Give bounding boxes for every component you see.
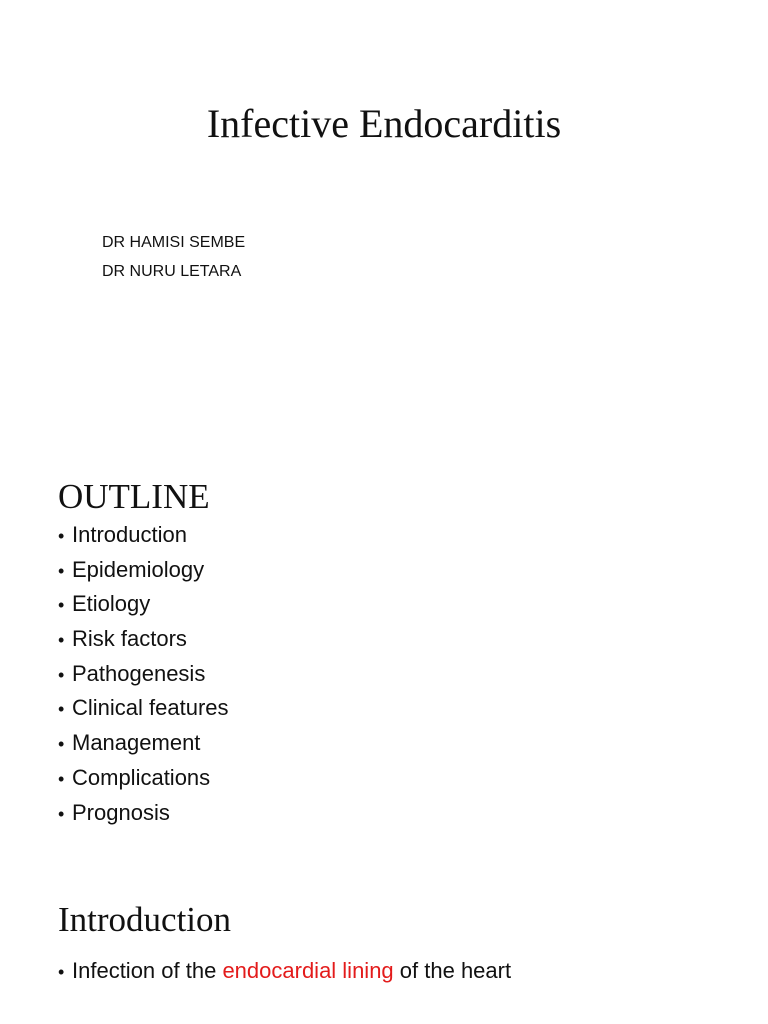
bullet-icon: • [58,595,65,616]
bullet-icon: • [58,560,65,581]
introduction-slide [0,850,768,1024]
introduction-heading: Introduction [58,900,232,939]
title-slide [0,0,768,430]
outline-item-label: Management [72,730,201,756]
bullet-icon: • [58,768,65,789]
outline-item-label: Risk factors [72,626,187,652]
author-name: DR NURU LETARA [102,263,242,280]
bullet-icon: • [58,526,65,546]
presentation-title: Infective Endocarditis [206,101,562,146]
outline-slide [0,430,768,850]
introduction-list [58,954,511,989]
author-name: DR HAMISI SEMBE [102,234,246,251]
outline-item [58,587,229,622]
outline-item-label: Complications [72,764,211,790]
bullet-icon: • [58,664,65,685]
outline-heading: OUTLINE [58,477,210,516]
outline-item [58,796,229,831]
author-list [102,228,245,286]
outline-item [58,553,229,588]
intro-highlight-text: endocardial lining [222,958,394,983]
outline-item-label: Epidemiology [72,556,205,582]
outline-item [58,726,229,761]
outline-item [58,691,229,726]
bullet-icon: • [58,962,65,982]
bullet-icon: • [58,734,65,755]
intro-text-before: Infection of the [72,958,223,983]
outline-item [58,518,229,553]
bullet-icon: • [58,803,65,824]
outline-item-label: Etiology [72,591,151,617]
outline-item-label: Clinical features [72,695,229,721]
outline-item [58,657,229,692]
intro-text-after: of the heart [393,958,512,983]
outline-item-label: Pathogenesis [72,660,206,686]
outline-list [58,518,229,830]
outline-item-label: Prognosis [72,799,170,825]
introduction-item [58,954,511,989]
outline-item [58,622,229,657]
outline-item-label: Introduction [72,522,187,547]
outline-item [58,761,229,796]
bullet-icon: • [58,630,65,651]
bullet-icon: • [58,699,65,720]
